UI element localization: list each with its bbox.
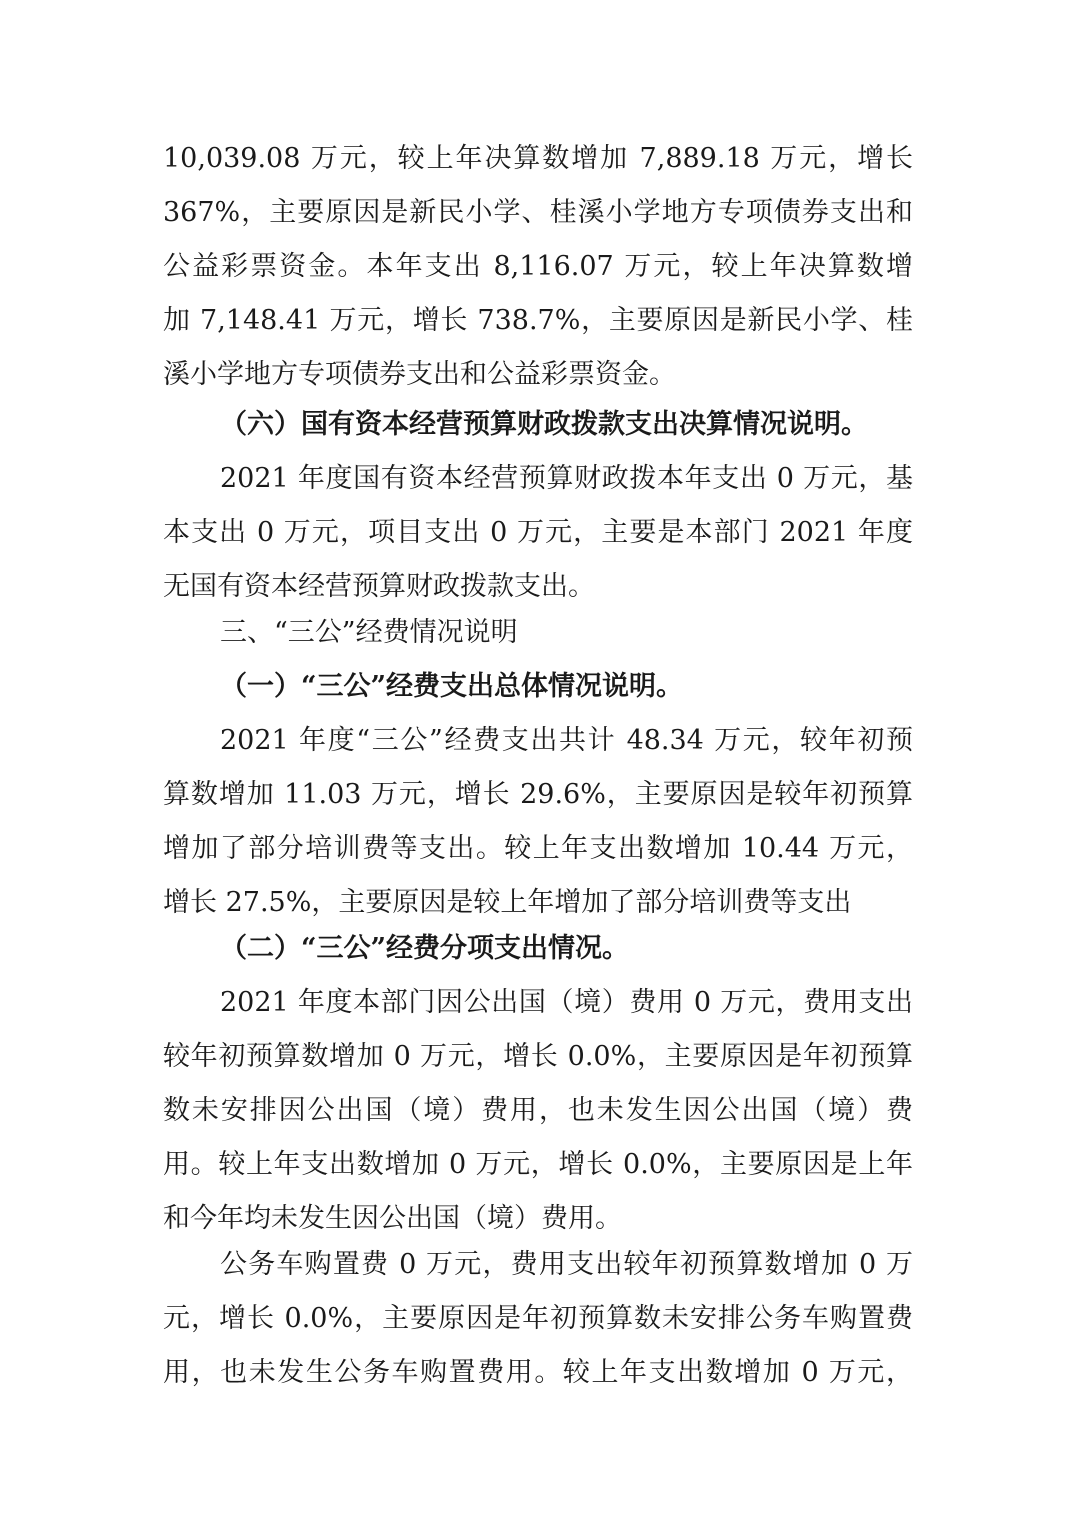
text-line: 增长 27.5%，主要原因是较上年增加了部分培训费等支出 xyxy=(163,887,852,918)
text-line: 算数增加 11.03 万元，增长 29.6%，主要原因是较年初预算 xyxy=(163,779,913,810)
text-line: 367%，主要原因是新民小学、桂溪小学地方专项债券支出和 xyxy=(163,197,913,228)
text-line: 无国有资本经营预算财政拨款支出。 xyxy=(163,571,595,602)
text-line: 2021 年度“三公”经费支出共计 48.34 万元，较年初预 xyxy=(220,725,913,756)
paragraph-overseas-travel xyxy=(163,976,913,1246)
section-heading-six: （六）国有资本经营预算财政拨款支出决算情况说明。 xyxy=(220,409,868,440)
text-line: 2021 年度本部门因公出国（境）费用 0 万元，费用支出 xyxy=(220,987,913,1018)
text-line: 用。较上年支出数增加 0 万元，增长 0.0%，主要原因是上年 xyxy=(163,1149,913,1180)
text-line: 2021 年度国有资本经营预算财政拨本年支出 0 万元，基 xyxy=(220,463,913,494)
text-line: 加 7,148.41 万元，增长 738.7%，主要原因是新民小学、桂 xyxy=(163,305,913,336)
text-line: 本支出 0 万元，项目支出 0 万元，主要是本部门 2021 年度 xyxy=(163,517,913,548)
paragraph-state-capital-budget xyxy=(163,452,913,614)
section-heading-one: （一）“三公”经费支出总体情况说明。 xyxy=(220,671,684,702)
paragraph-vehicle-purchase xyxy=(163,1238,913,1400)
text-line: 和今年均未发生因公出国（境）费用。 xyxy=(163,1203,622,1234)
text-line: 公务车购置费 0 万元，费用支出较年初预算数增加 0 万 xyxy=(220,1249,913,1280)
paragraph-general-budget-fund xyxy=(163,132,913,402)
text-line: 较年初预算数增加 0 万元，增长 0.0%，主要原因是年初预算 xyxy=(163,1041,913,1072)
text-line: 增加了部分培训费等支出。较上年支出数增加 10.44 万元， xyxy=(163,833,913,864)
section-heading-two: （二）“三公”经费分项支出情况。 xyxy=(220,933,630,964)
paragraph-three-public-overall xyxy=(163,714,913,930)
text-line: 公益彩票资金。本年支出 8,116.07 万元，较上年决算数增 xyxy=(163,251,913,282)
text-line: 溪小学地方专项债券支出和公益彩票资金。 xyxy=(163,359,676,390)
text-line: 用，也未发生公务车购置费用。较上年支出数增加 0 万元， xyxy=(163,1357,913,1388)
text-line: 元，增长 0.0%，主要原因是年初预算数未安排公务车购置费 xyxy=(163,1303,913,1334)
section-heading-three: 三、“三公”经费情况说明 xyxy=(220,617,518,648)
text-line: 10,039.08 万元，较上年决算数增加 7,889.18 万元，增长 xyxy=(163,143,913,174)
text-line: 数未安排因公出国（境）费用，也未发生因公出国（境）费 xyxy=(163,1095,913,1126)
